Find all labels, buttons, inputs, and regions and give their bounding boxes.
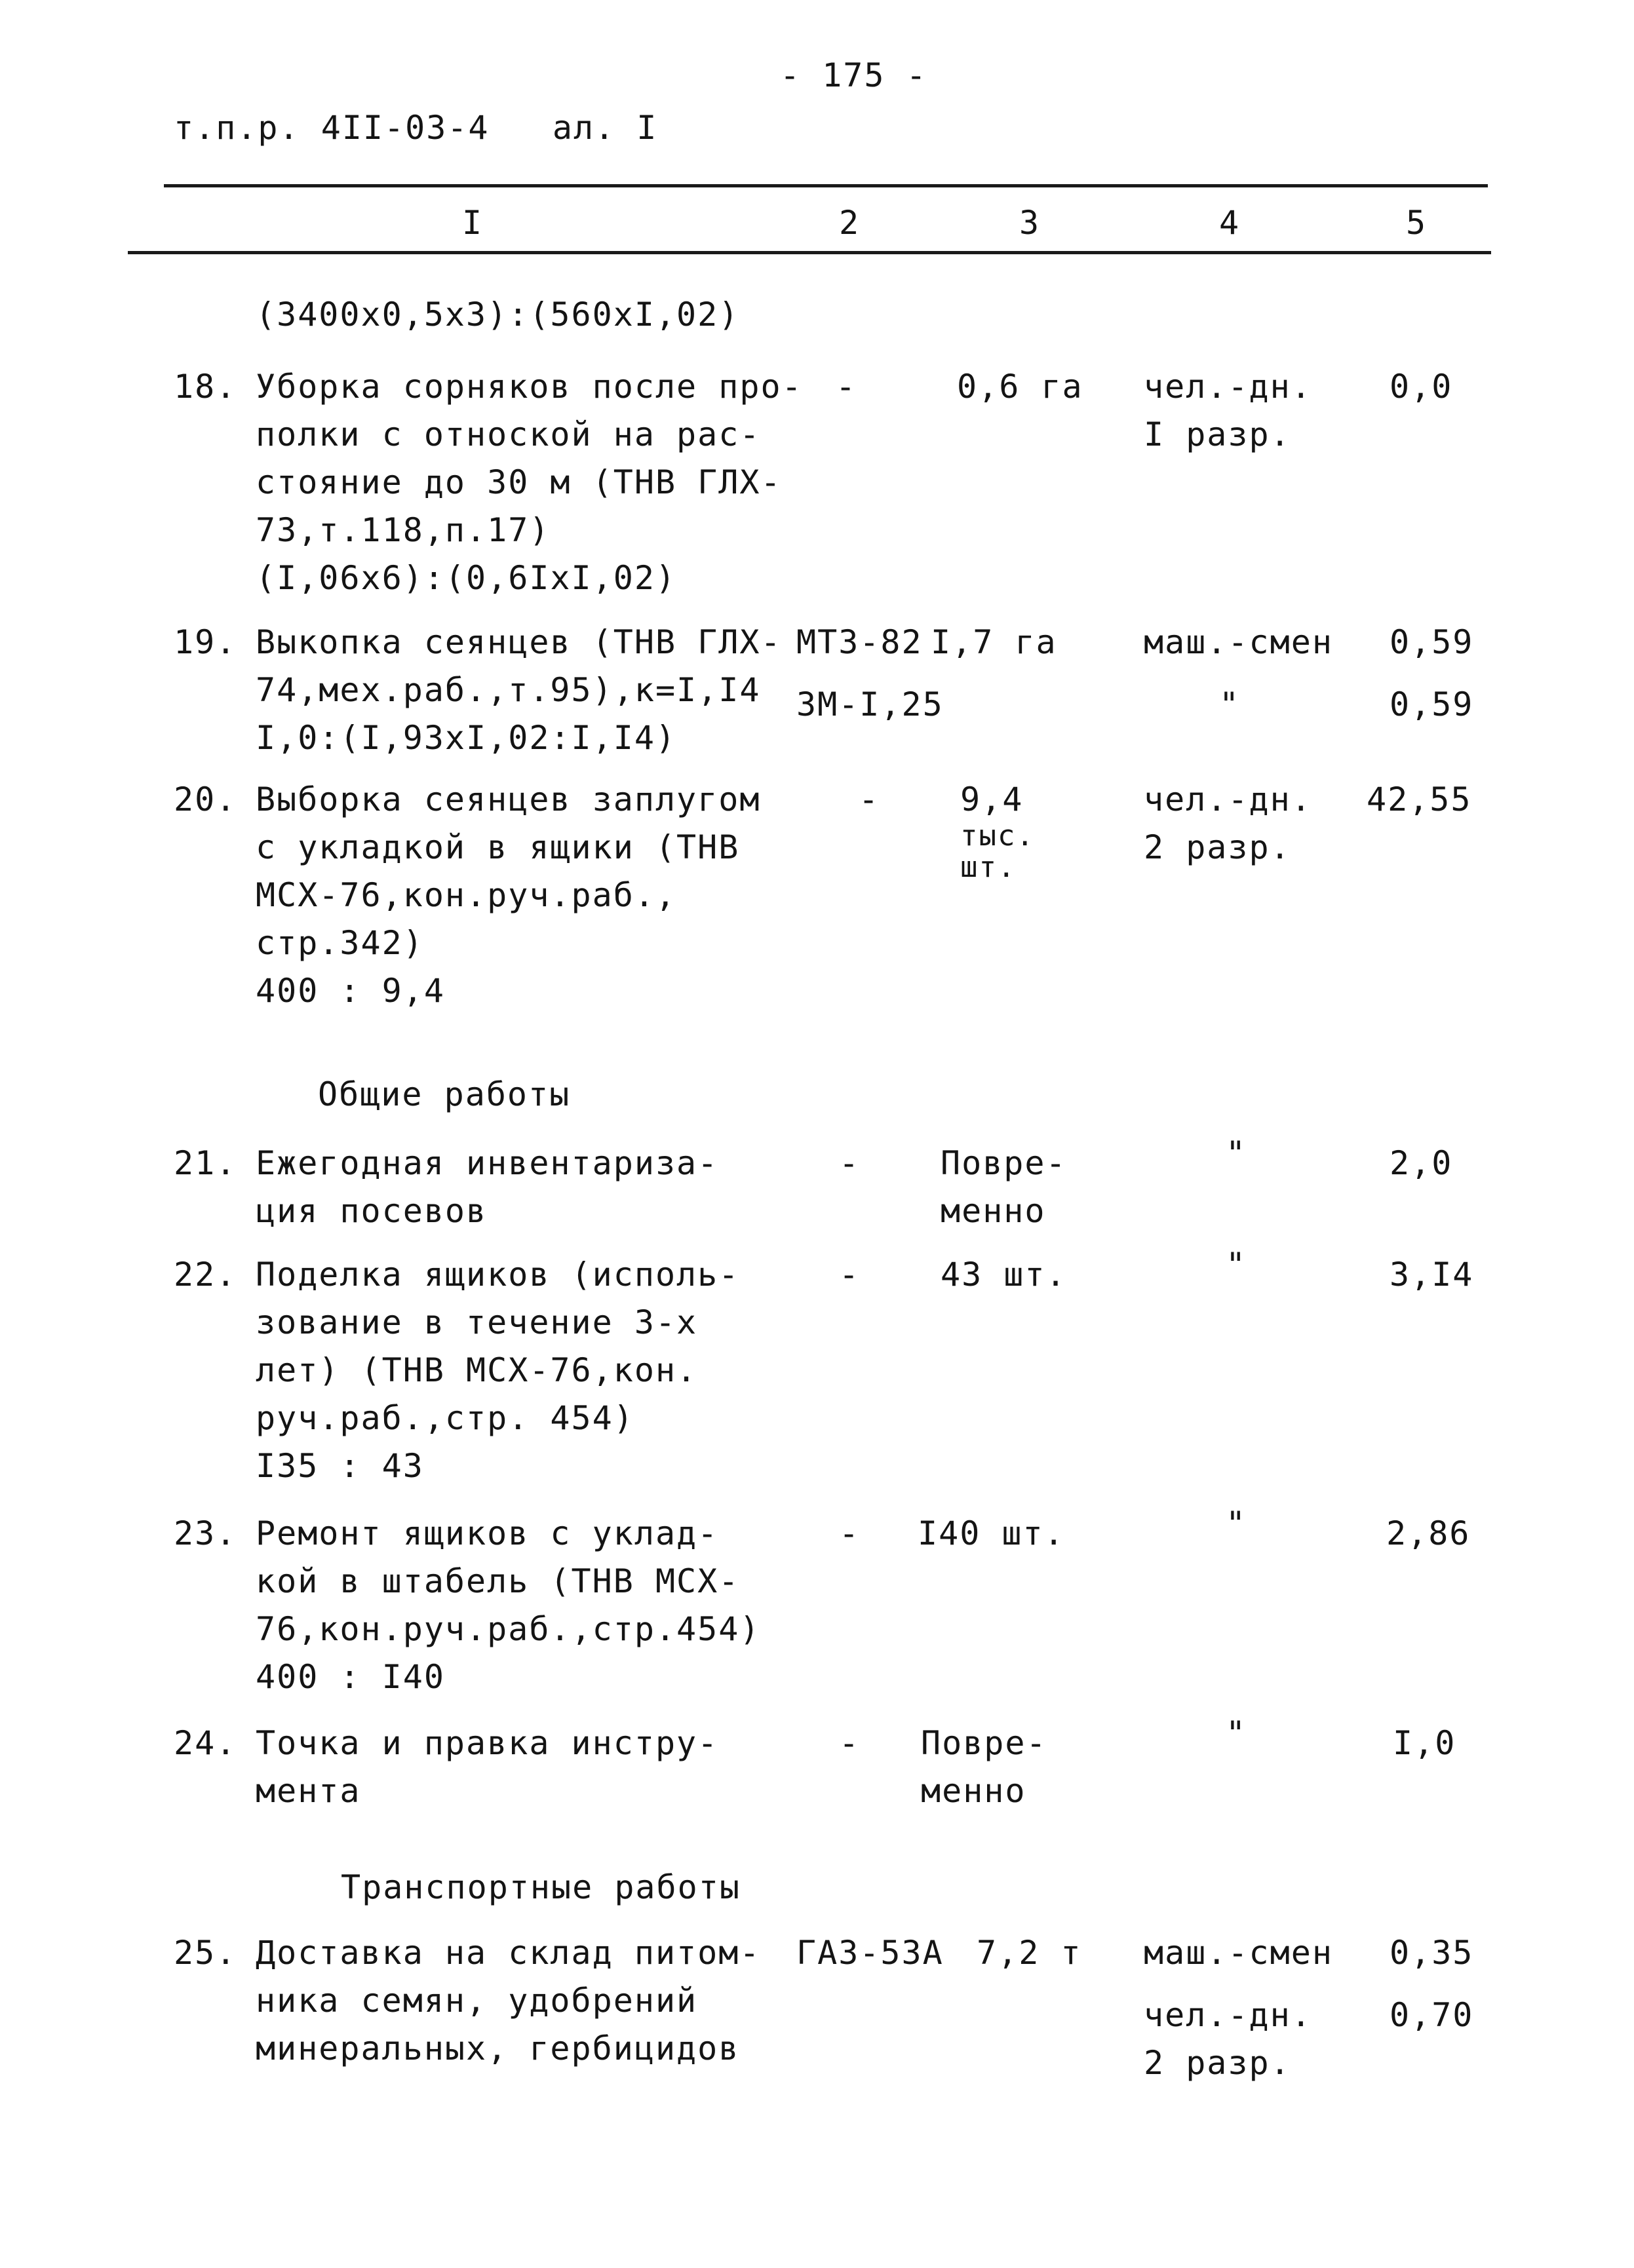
row-25-qty: 7,2 т	[977, 1934, 1082, 1972]
row-23-desc-4: 400 : I40	[256, 1658, 445, 1696]
row-19-machine-2: ЗМ-I,25	[796, 685, 944, 723]
row-24-value: I,0	[1393, 1724, 1456, 1762]
row-23-desc-1: Ремонт ящиков с уклад-	[256, 1514, 719, 1552]
row-18-desc-5: (I,06х6):(0,6IхI,02)	[256, 559, 677, 597]
row-18-value: 0,0	[1390, 368, 1453, 406]
row-24-desc-2: мента	[256, 1772, 361, 1810]
row-25-desc-1: Доставка на склад питом-	[256, 1934, 761, 1972]
row-20-machine: -	[859, 780, 880, 818]
row-18-desc-2: полки с отноской на рас-	[256, 415, 761, 453]
row-21-value: 2,0	[1390, 1144, 1453, 1182]
row-23-desc-3: 76,кон.руч.раб.,стр.454)	[256, 1610, 761, 1648]
row-20-desc-2: с укладкой в ящики (ТНВ	[256, 828, 740, 866]
row-18-unit-1: чел.-дн.	[1144, 368, 1312, 406]
row-21-unit: "	[1226, 1134, 1247, 1172]
row-20-desc-3: МСХ-76,кон.руч.раб.,	[256, 876, 677, 914]
row-20-value: 42,55	[1367, 780, 1472, 818]
row-22-unit: "	[1226, 1246, 1247, 1284]
row-22-number: 22.	[174, 1256, 237, 1294]
row-18-unit-2: I разр.	[1144, 415, 1291, 453]
column-header-2: 2	[839, 204, 861, 242]
row-20-unit-2: 2 разр.	[1144, 828, 1291, 866]
row-19-desc-2: 74,мех.раб.,т.95),к=I,I4	[256, 671, 761, 709]
row-23-desc-2: кой в штабель (ТНВ МСХ-	[256, 1562, 740, 1600]
row-18-qty: 0,6 га	[957, 368, 1083, 406]
row-21-machine: -	[839, 1144, 861, 1182]
column-header-5: 5	[1406, 204, 1428, 242]
row-25-desc-3: минеральных, гербицидов	[256, 2029, 740, 2067]
row-25-number: 25.	[174, 1934, 237, 1972]
row-21-qty-1: Повре-	[941, 1144, 1067, 1182]
section-heading-general: Общие работы	[318, 1075, 571, 1113]
row-24-machine: -	[839, 1724, 861, 1762]
row-23-value: 2,86	[1386, 1514, 1471, 1552]
row-22-value: 3,I4	[1390, 1256, 1474, 1294]
page-number: - 175 -	[780, 56, 927, 94]
row-18-desc-3: стояние до 30 м (ТНВ ГЛХ-	[256, 463, 782, 501]
row-22-desc-5: I35 : 43	[256, 1447, 424, 1485]
row-22-machine: -	[839, 1256, 861, 1294]
row-24-unit: "	[1226, 1714, 1247, 1752]
column-header-3: 3	[1019, 204, 1041, 242]
document-reference: т.п.р. 4II-03-4 ал. I	[174, 109, 658, 147]
row-25-machine: ГАЗ-53А	[796, 1934, 944, 1972]
row-18-desc-4: 73,т.118,п.17)	[256, 511, 551, 549]
row-19-number: 19.	[174, 623, 237, 661]
column-header-1: I	[462, 204, 484, 242]
row-20-desc-5: 400 : 9,4	[256, 972, 445, 1010]
row-20-qty-2: тыс.	[960, 819, 1035, 853]
row-22-desc-3: лет) (ТНВ МСХ-76,кон.	[256, 1351, 698, 1389]
row-20-number: 20.	[174, 780, 237, 818]
row-25-unit-2: чел.-дн.	[1144, 1996, 1312, 2034]
row-20-desc-1: Выборка сеянцев заплугом	[256, 780, 761, 818]
row-23-unit: "	[1226, 1505, 1247, 1543]
row-21-qty-2: менно	[941, 1192, 1046, 1230]
row-18-machine: -	[836, 368, 857, 406]
row-19-value-1: 0,59	[1390, 623, 1474, 661]
row-18-number: 18.	[174, 368, 237, 406]
section-heading-transport: Транспортные работы	[341, 1868, 741, 1906]
row-24-number: 24.	[174, 1724, 237, 1762]
row-19-unit-2: "	[1219, 685, 1241, 723]
row-25-unit-3: 2 разр.	[1144, 2044, 1291, 2082]
table-header-rule	[128, 251, 1491, 254]
row-21-desc-2: ция посевов	[256, 1192, 488, 1230]
row-19-unit-1: маш.-смен	[1144, 623, 1333, 661]
row-22-desc-1: Поделка ящиков (исполь-	[256, 1256, 740, 1294]
row-21-desc-1: Ежегодная инвентариза-	[256, 1144, 719, 1182]
column-header-4: 4	[1219, 204, 1241, 242]
row-24-desc-1: Точка и правка инстру-	[256, 1724, 719, 1762]
row-23-machine: -	[839, 1514, 861, 1552]
row-25-desc-2: ника семян, удобрений	[256, 1982, 698, 2020]
row-22-qty: 43 шт.	[941, 1256, 1067, 1294]
row-19-desc-3: I,0:(I,93хI,02:I,I4)	[256, 719, 677, 757]
row-20-unit-1: чел.-дн.	[1144, 780, 1312, 818]
row-23-number: 23.	[174, 1514, 237, 1552]
row-25-value-2: 0,70	[1390, 1996, 1474, 2034]
row-20-qty-1: 9,4	[960, 780, 1024, 818]
row-25-unit-1: маш.-смен	[1144, 1934, 1333, 1972]
row-24-qty-1: Повре-	[921, 1724, 1047, 1762]
row-22-desc-4: руч.раб.,стр. 454)	[256, 1399, 634, 1437]
row-19-machine-1: МТЗ-82	[796, 623, 923, 661]
row-21-number: 21.	[174, 1144, 237, 1182]
row-19-qty: I,7 га	[931, 623, 1057, 661]
row-18-desc-1: Уборка сорняков после про-	[256, 368, 803, 406]
row-19-value-2: 0,59	[1390, 685, 1474, 723]
row-24-qty-2: менно	[921, 1772, 1026, 1810]
table-top-rule	[164, 184, 1488, 187]
row-25-value-1: 0,35	[1390, 1934, 1474, 1972]
row-19-desc-1: Выкопка сеянцев (ТНВ ГЛХ-	[256, 623, 782, 661]
row-23-qty: I40 шт.	[918, 1514, 1065, 1552]
row-22-desc-2: зование в течение 3-х	[256, 1303, 698, 1341]
continuation-formula: (3400х0,5х3):(560хI,02)	[256, 296, 740, 334]
row-20-desc-4: стр.342)	[256, 924, 424, 962]
row-20-qty-3: шт.	[960, 851, 1017, 884]
